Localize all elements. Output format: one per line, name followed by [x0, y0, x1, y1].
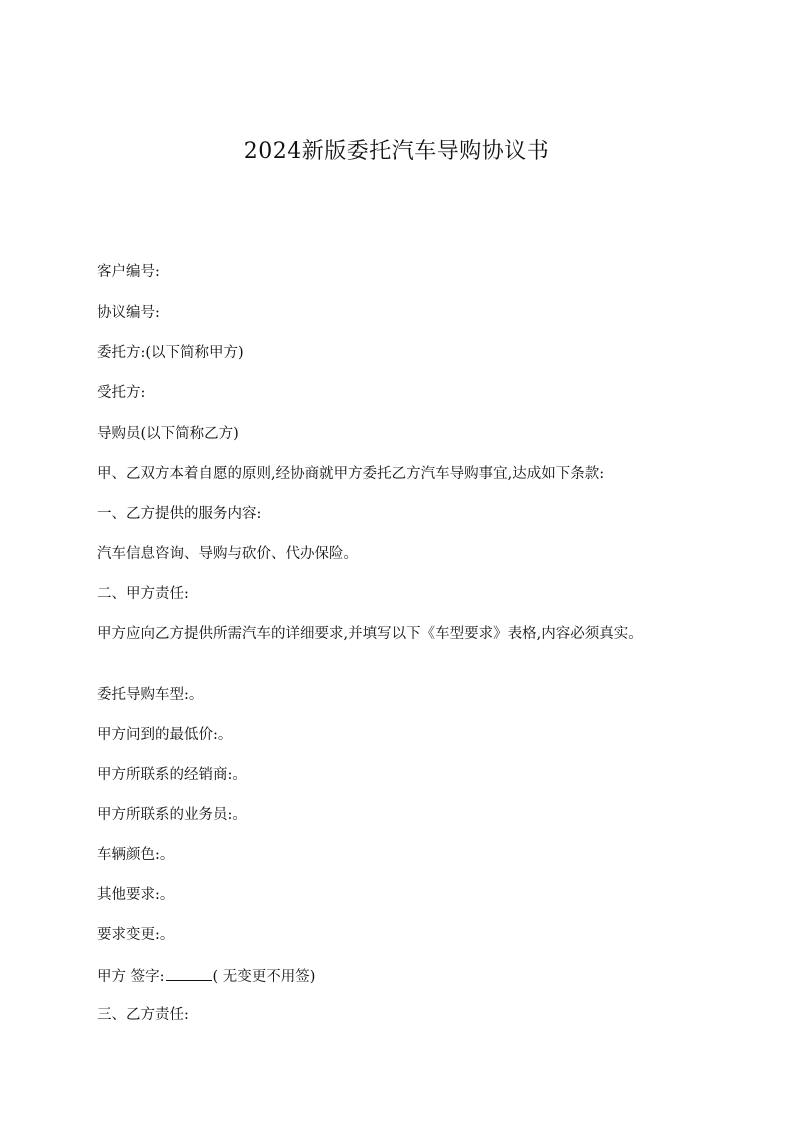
field-other-requirements: 其他要求:。 — [97, 887, 175, 903]
field-requirement-change: 要求变更:。 — [97, 927, 175, 943]
field-vehicle-color: 车辆颜色:。 — [97, 847, 175, 863]
shopping-guide-label: 导购员(以下简称乙方) — [97, 426, 239, 442]
document-title: 2024新版委托汽车导购协议书 — [243, 139, 550, 164]
section-one-heading: 一、乙方提供的服务内容: — [97, 506, 262, 522]
field-salesperson: 甲方所联系的业务员:。 — [97, 807, 247, 823]
section-three-heading: 三、乙方责任: — [97, 1007, 189, 1023]
trustee-party-label: 受托方: — [97, 385, 146, 401]
field-lowest-price: 甲方问到的最低价:。 — [97, 727, 233, 743]
field-car-model: 委托导购车型:。 — [97, 687, 204, 703]
signature-prefix: 甲方 签字: — [97, 969, 165, 985]
preamble-paragraph: 甲、乙双方本着自愿的原则,经协商就甲方委托乙方汽车导购事宜,达成如下条款: — [97, 466, 605, 482]
services-paragraph: 汽车信息咨询、导购与砍价、代办保险。 — [97, 546, 358, 562]
principal-party-label: 委托方:(以下简称甲方) — [97, 345, 244, 361]
section-two-heading: 二、甲方责任: — [97, 586, 189, 602]
signature-blank — [166, 965, 212, 981]
party-a-duty-paragraph: 甲方应向乙方提供所需汽车的详细要求,并填写以下《车型要求》表格,内容必须真实。 — [97, 626, 643, 642]
agreement-number-label: 协议编号: — [97, 305, 160, 321]
field-dealer: 甲方所联系的经销商:。 — [97, 767, 247, 783]
signature-suffix: ( 无变更不用签) — [212, 969, 316, 985]
customer-number-label: 客户编号: — [97, 264, 160, 280]
signature-line — [97, 965, 697, 987]
